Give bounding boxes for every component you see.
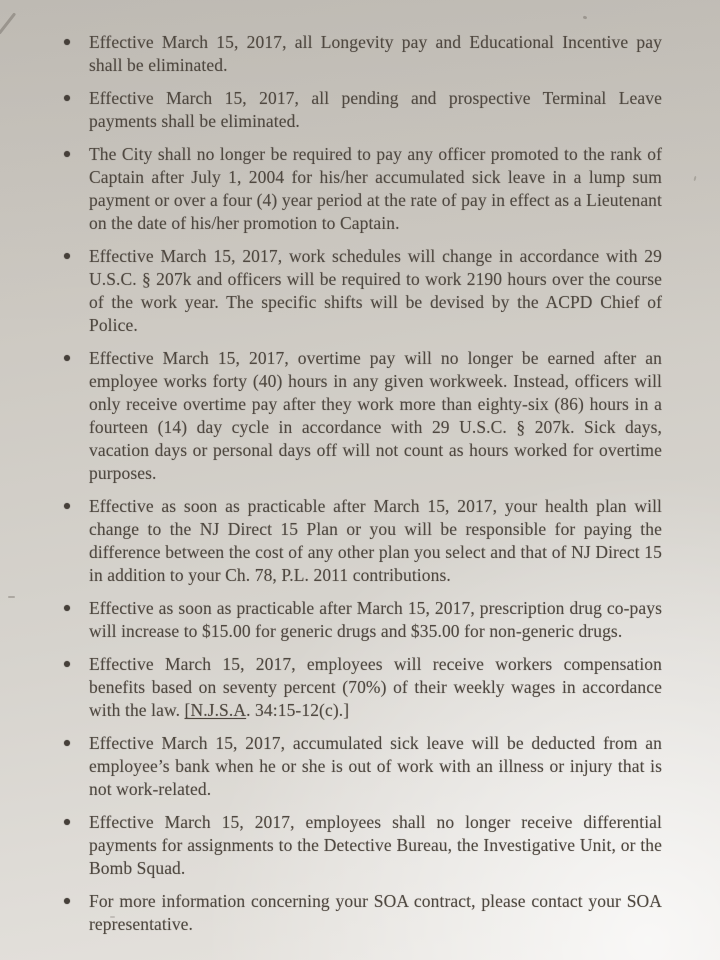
list-item [64,653,662,722]
bullet-icon [64,355,70,361]
list-item [64,495,662,587]
bullet-icon [64,151,70,157]
bullet-text [89,31,662,77]
bullet-text-content: Effective March 15, 2017, employees shall no longer receive differential payments for assignments to the Detective Bureau, the Investigative Unit, or the Bomb Squad. [89,812,662,878]
bullet-text [89,87,662,133]
bullet-icon [64,740,70,746]
bullet-icon [64,661,70,667]
bullet-icon [64,819,70,825]
bullet-text [89,245,662,337]
bullet-text-content: The City shall no longer be required to pay any officer promoted to the rank of Captain after July 1, 2004 for his/her accumulated sick leave in a lump sum payment or over a four (4) year period at the rate of pay in effect as a Lieutenant on the date of his/her promotion to Captain. [89,144,662,233]
list-item [64,143,662,235]
bullet-text [89,732,662,801]
bullet-text-content: Effective March 15, 2017, all pending and prospective Terminal Leave payments shall be eliminated. [89,88,662,131]
bullet-text [89,890,662,936]
bullet-text [89,495,662,587]
bullet-text [89,347,662,485]
list-item [64,31,662,77]
bullet-icon [64,503,70,509]
list-item [64,245,662,337]
bullet-icon [64,95,70,101]
bullet-icon [64,605,70,611]
bullet-text-content: For more information concerning your SOA contract, please contact your SOA representative. [89,891,662,934]
list-item [64,597,662,643]
bullet-text-content: Effective March 15, 2017, accumulated sick leave will be deducted from an employee’s bank when he or she is out of work with an illness or injury that is not work-related. [89,733,662,799]
list-item [64,811,662,880]
bullet-text [89,143,662,235]
bullet-text-content: Effective March 15, 2017, overtime pay will no longer be earned after an employee works forty (40) hours in any given workweek. Instead, officers will only receive overtime pay after they work more than eighty-six (86) hours in a fourteen (14) day cycle in accordance with 29 U.S.C. § 207k. Sick days, vacation days or personal days off will not count as hours worked for overtime purposes. [89,348,662,483]
bullet-icon [64,253,70,259]
bullet-text-content: Effective March 15, 2017, work schedules will change in accordance with 29 U.S.C. § 207k and officers will be required to work 2190 hours over the course of the work year. The specific shifts will be devised by the ACPD Chief of Police. [89,246,662,335]
list-item [64,732,662,801]
statute-citation-rest: . 34:15-12(c).] [246,700,350,720]
bullet-text-content: Effective March 15, 2017, all Longevity pay and Educational Incentive pay shall be eliminated. [89,32,662,75]
bullet-text-content: Effective as soon as practicable after March 15, 2017, prescription drug co-pays will increase to $15.00 for generic drugs and $35.00 for non-generic drugs. [89,598,662,641]
bullet-text-content: Effective as soon as practicable after March 15, 2017, your health plan will change to the NJ Direct 15 Plan or you will be responsible for paying the difference between the cost of any other plan you select and that of NJ Direct 15 in addition to your Ch. 78, P.L. 2011 contributions. [89,496,662,585]
bullet-text [89,597,662,643]
bullet-icon [64,898,70,904]
statute-citation: [N.J.S.A [184,700,247,720]
list-item [64,87,662,133]
bullet-text [89,653,662,722]
bullet-text [89,811,662,880]
list-item [64,347,662,485]
bullet-icon [64,39,70,45]
list-item [64,890,662,936]
bullet-text-content: Effective March 15, 2017, employees will receive workers compensation benefits based on seventy percent (70%) of their weekly wages in accordance with the law. [89,654,662,720]
